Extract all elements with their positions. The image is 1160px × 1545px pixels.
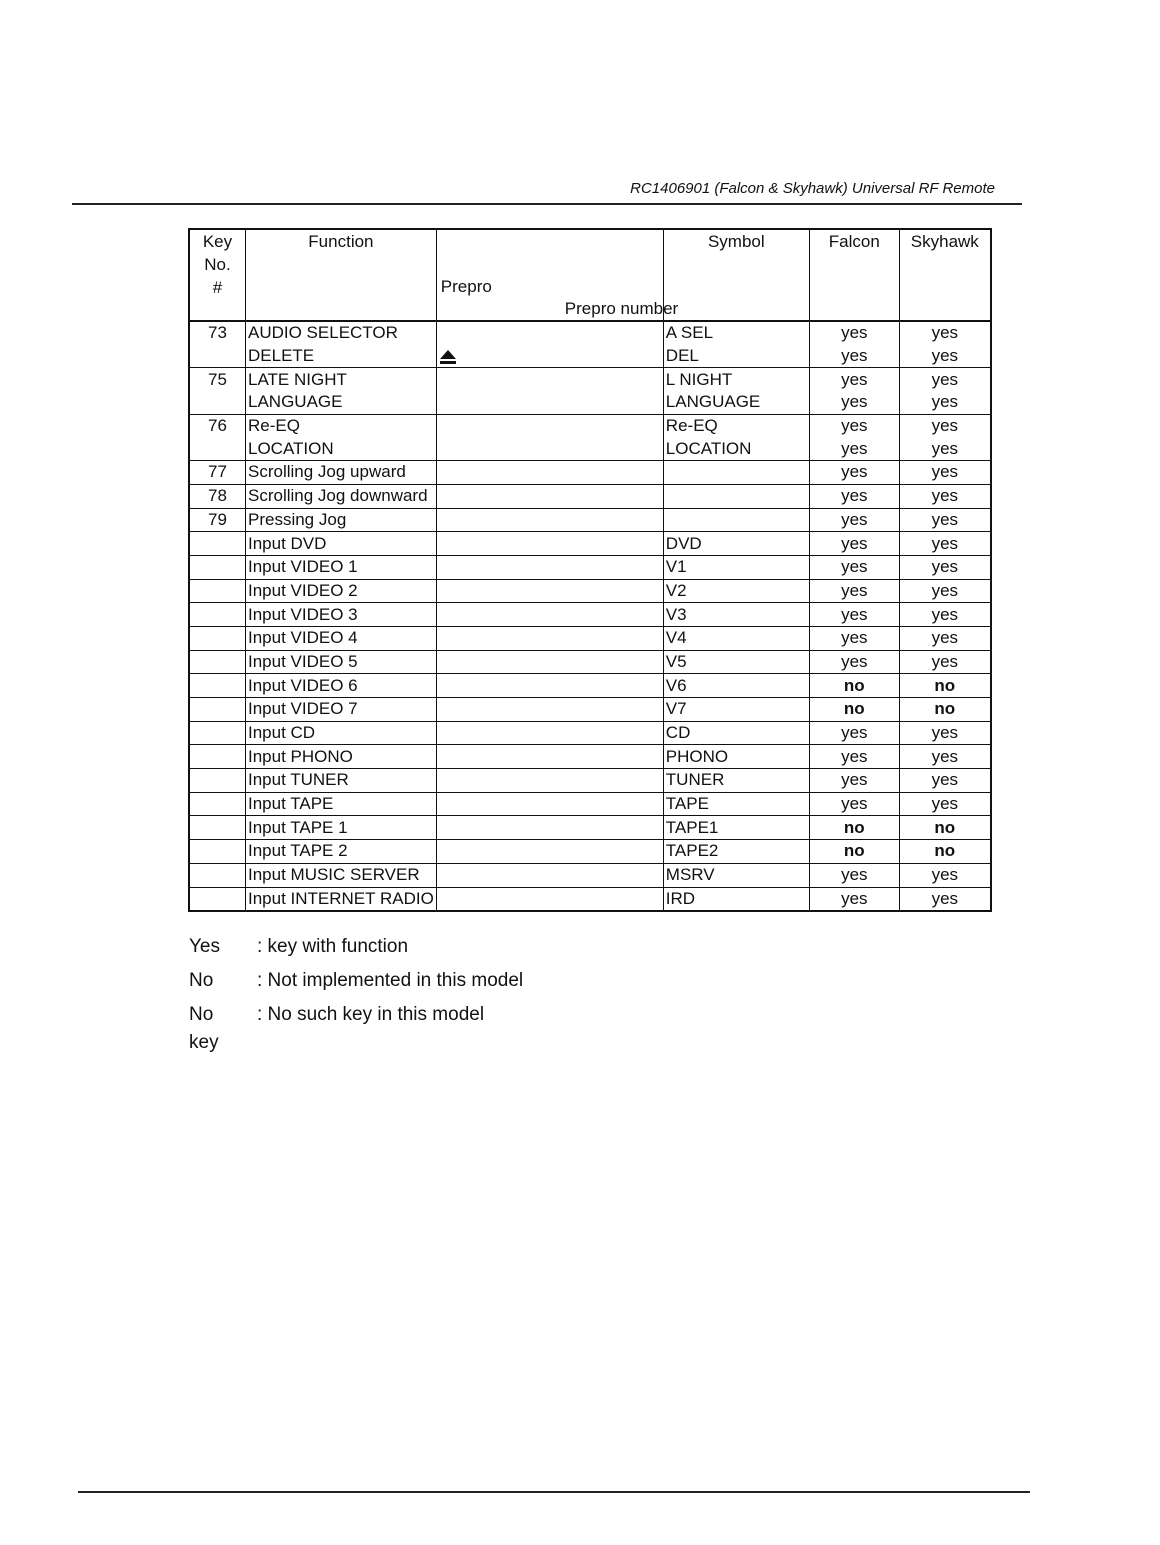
cell-symbol: LANGUAGE	[663, 391, 809, 414]
cell-skyhawk: yes	[899, 863, 991, 887]
cell-falcon: no	[809, 816, 899, 840]
cell-function: Scrolling Jog downward	[246, 484, 437, 508]
header-key-line-2: No.	[204, 255, 231, 274]
cell-key	[189, 698, 246, 722]
cell-prepro	[436, 698, 663, 722]
header-symbol-label: Symbol	[707, 232, 765, 251]
cell-function: Input VIDEO 7	[246, 698, 437, 722]
cell-prepro	[436, 769, 663, 793]
cell-falcon: yes	[809, 555, 899, 579]
legend-desc: : No such key in this model	[257, 1004, 485, 1025]
cell-prepro	[436, 345, 663, 368]
table-row	[189, 461, 991, 485]
legend-term: No key	[189, 1004, 219, 1053]
cell-symbol	[663, 508, 809, 532]
cell-symbol: V4	[663, 626, 809, 650]
cell-symbol: V5	[663, 650, 809, 674]
cell-falcon: yes	[809, 368, 899, 391]
cell-function: Input CD	[246, 721, 437, 745]
cell-prepro	[436, 863, 663, 887]
cell-function: Input TAPE 1	[246, 816, 437, 840]
cell-key: 75	[189, 368, 246, 391]
cell-prepro	[436, 745, 663, 769]
cell-skyhawk: yes	[899, 745, 991, 769]
cell-key	[189, 579, 246, 603]
cell-prepro	[436, 626, 663, 650]
cell-skyhawk: yes	[899, 368, 991, 391]
cell-skyhawk: yes	[899, 345, 991, 368]
table-row	[189, 626, 991, 650]
cell-skyhawk: no	[899, 816, 991, 840]
cell-prepro	[436, 792, 663, 816]
cell-symbol: LOCATION	[663, 437, 809, 460]
cell-falcon: yes	[809, 863, 899, 887]
header-function	[246, 229, 437, 321]
table-row	[189, 721, 991, 745]
cell-prepro	[436, 816, 663, 840]
table-row	[189, 555, 991, 579]
cell-symbol: V6	[663, 674, 809, 698]
table-row	[189, 840, 991, 864]
cell-key	[189, 721, 246, 745]
cell-falcon: yes	[809, 484, 899, 508]
cell-symbol: DEL	[663, 345, 809, 368]
cell-symbol: L NIGHT	[663, 368, 809, 391]
cell-falcon: yes	[809, 391, 899, 414]
cell-symbol: MSRV	[663, 863, 809, 887]
cell-symbol: V7	[663, 698, 809, 722]
cell-falcon: yes	[809, 461, 899, 485]
header-symbol	[663, 229, 809, 321]
cell-symbol	[663, 461, 809, 485]
cell-function: Input VIDEO 3	[246, 603, 437, 627]
table-row	[189, 484, 991, 508]
table-row	[189, 674, 991, 698]
table-row	[189, 650, 991, 674]
cell-skyhawk: no	[899, 674, 991, 698]
cell-key: 73	[189, 321, 246, 345]
legend-desc: : Not implemented in this model	[257, 970, 524, 991]
table-row	[189, 698, 991, 722]
table-row	[189, 368, 991, 391]
header-rule	[72, 203, 1022, 205]
table-row	[189, 745, 991, 769]
cell-skyhawk: yes	[899, 555, 991, 579]
cell-falcon: yes	[809, 650, 899, 674]
cell-skyhawk: yes	[899, 532, 991, 556]
document-header: RC1406901 (Falcon & Skyhawk) Universal RF Remote	[630, 180, 995, 197]
cell-skyhawk: yes	[899, 721, 991, 745]
cell-key	[189, 745, 246, 769]
cell-function: Re-EQ	[246, 414, 437, 437]
cell-key	[189, 840, 246, 864]
cell-key: 77	[189, 461, 246, 485]
cell-skyhawk: yes	[899, 321, 991, 345]
cell-key	[189, 391, 246, 414]
header-falcon-label: Falcon	[828, 232, 880, 251]
table-row	[189, 414, 991, 437]
cell-key	[189, 674, 246, 698]
header-falcon	[809, 229, 899, 321]
cell-key	[189, 769, 246, 793]
legend-term: No	[189, 970, 214, 991]
table-header-row	[189, 229, 991, 321]
eject-icon	[439, 348, 457, 366]
cell-falcon: yes	[809, 626, 899, 650]
cell-falcon: yes	[809, 745, 899, 769]
cell-skyhawk: yes	[899, 650, 991, 674]
table-row	[189, 321, 991, 345]
cell-function: Input MUSIC SERVER	[246, 863, 437, 887]
cell-falcon: yes	[809, 603, 899, 627]
table-row	[189, 437, 991, 460]
cell-symbol: TAPE	[663, 792, 809, 816]
table-row	[189, 769, 991, 793]
key-function-table	[188, 228, 992, 912]
cell-falcon: yes	[809, 887, 899, 911]
table-body	[189, 321, 991, 911]
table-row	[189, 887, 991, 911]
header-prepro	[436, 229, 679, 321]
cell-symbol	[663, 484, 809, 508]
header-skyhawk-label: Skyhawk	[910, 232, 979, 251]
cell-prepro	[436, 508, 663, 532]
cell-key	[189, 626, 246, 650]
cell-symbol: IRD	[663, 887, 809, 911]
cell-function: Pressing Jog	[246, 508, 437, 532]
table-row	[189, 792, 991, 816]
cell-skyhawk: yes	[899, 437, 991, 460]
cell-falcon: yes	[809, 508, 899, 532]
cell-skyhawk: no	[899, 840, 991, 864]
cell-key: 76	[189, 414, 246, 437]
table-row	[189, 532, 991, 556]
cell-function: Scrolling Jog upward	[246, 461, 437, 485]
cell-skyhawk: yes	[899, 626, 991, 650]
table-row	[189, 345, 991, 368]
cell-symbol: TAPE1	[663, 816, 809, 840]
cell-falcon: no	[809, 674, 899, 698]
cell-prepro	[436, 887, 663, 911]
cell-skyhawk: yes	[899, 461, 991, 485]
cell-key: 79	[189, 508, 246, 532]
header-function-label: Function	[308, 232, 374, 251]
cell-function: Input VIDEO 6	[246, 674, 437, 698]
cell-falcon: yes	[809, 345, 899, 368]
cell-prepro	[436, 461, 663, 485]
cell-skyhawk: yes	[899, 508, 991, 532]
cell-symbol: Re-EQ	[663, 414, 809, 437]
cell-function: Input VIDEO 4	[246, 626, 437, 650]
header-key-line-1: Key	[202, 232, 233, 251]
cell-function: Input TAPE 2	[246, 840, 437, 864]
cell-prepro	[436, 650, 663, 674]
cell-key	[189, 603, 246, 627]
cell-prepro	[436, 391, 663, 414]
legend-term: Yes	[189, 936, 220, 957]
cell-key	[189, 345, 246, 368]
cell-falcon: yes	[809, 437, 899, 460]
cell-skyhawk: yes	[899, 391, 991, 414]
cell-symbol: TAPE2	[663, 840, 809, 864]
cell-prepro	[436, 414, 663, 437]
cell-function: Input VIDEO 2	[246, 579, 437, 603]
cell-function: Input DVD	[246, 532, 437, 556]
cell-skyhawk: yes	[899, 792, 991, 816]
table-row	[189, 603, 991, 627]
cell-symbol: CD	[663, 721, 809, 745]
cell-skyhawk: yes	[899, 414, 991, 437]
table-row	[189, 508, 991, 532]
cell-key	[189, 650, 246, 674]
cell-prepro	[436, 579, 663, 603]
cell-function: Input TAPE	[246, 792, 437, 816]
cell-key	[189, 437, 246, 460]
cell-prepro	[436, 437, 663, 460]
cell-key	[189, 887, 246, 911]
header-key-line-3: #	[212, 278, 223, 297]
cell-skyhawk: yes	[899, 579, 991, 603]
cell-skyhawk: no	[899, 698, 991, 722]
cell-prepro	[436, 674, 663, 698]
cell-function: LANGUAGE	[246, 391, 437, 414]
cell-falcon: no	[809, 840, 899, 864]
cell-falcon: yes	[809, 532, 899, 556]
cell-function: Input INTERNET RADIO	[246, 887, 437, 911]
cell-key	[189, 532, 246, 556]
cell-skyhawk: yes	[899, 769, 991, 793]
cell-key	[189, 792, 246, 816]
header-skyhawk	[899, 229, 991, 321]
cell-key: 78	[189, 484, 246, 508]
cell-prepro	[436, 368, 663, 391]
cell-prepro	[436, 321, 663, 345]
header-prepro-number-label: Prepro number	[564, 299, 679, 318]
table-row	[189, 863, 991, 887]
cell-function: Input PHONO	[246, 745, 437, 769]
cell-symbol: A SEL	[663, 321, 809, 345]
cell-function: AUDIO SELECTOR	[246, 321, 437, 345]
cell-key	[189, 555, 246, 579]
cell-prepro	[436, 721, 663, 745]
cell-symbol: PHONO	[663, 745, 809, 769]
cell-falcon: yes	[809, 414, 899, 437]
table-row	[189, 391, 991, 414]
cell-falcon: yes	[809, 321, 899, 345]
legend-desc: : key with function	[257, 936, 409, 957]
cell-prepro	[436, 840, 663, 864]
cell-skyhawk: yes	[899, 887, 991, 911]
cell-prepro	[436, 532, 663, 556]
cell-function: Input TUNER	[246, 769, 437, 793]
cell-key	[189, 816, 246, 840]
cell-symbol: TUNER	[663, 769, 809, 793]
footer-rule	[78, 1491, 1030, 1493]
cell-prepro	[436, 555, 663, 579]
cell-symbol: DVD	[663, 532, 809, 556]
cell-function: LOCATION	[246, 437, 437, 460]
table-row	[189, 579, 991, 603]
cell-symbol: V1	[663, 555, 809, 579]
header-key	[189, 229, 246, 321]
cell-symbol: V3	[663, 603, 809, 627]
cell-skyhawk: yes	[899, 603, 991, 627]
cell-key	[189, 863, 246, 887]
cell-symbol: V2	[663, 579, 809, 603]
header-prepro-label: Prepro	[440, 277, 492, 296]
cell-prepro	[436, 484, 663, 508]
cell-prepro	[436, 603, 663, 627]
table-row	[189, 816, 991, 840]
cell-skyhawk: yes	[899, 484, 991, 508]
cell-falcon: yes	[809, 721, 899, 745]
cell-falcon: no	[809, 698, 899, 722]
cell-function: Input VIDEO 1	[246, 555, 437, 579]
cell-falcon: yes	[809, 792, 899, 816]
cell-falcon: yes	[809, 579, 899, 603]
cell-function: Input VIDEO 5	[246, 650, 437, 674]
cell-function: LATE NIGHT	[246, 368, 437, 391]
cell-falcon: yes	[809, 769, 899, 793]
cell-function: DELETE	[246, 345, 437, 368]
